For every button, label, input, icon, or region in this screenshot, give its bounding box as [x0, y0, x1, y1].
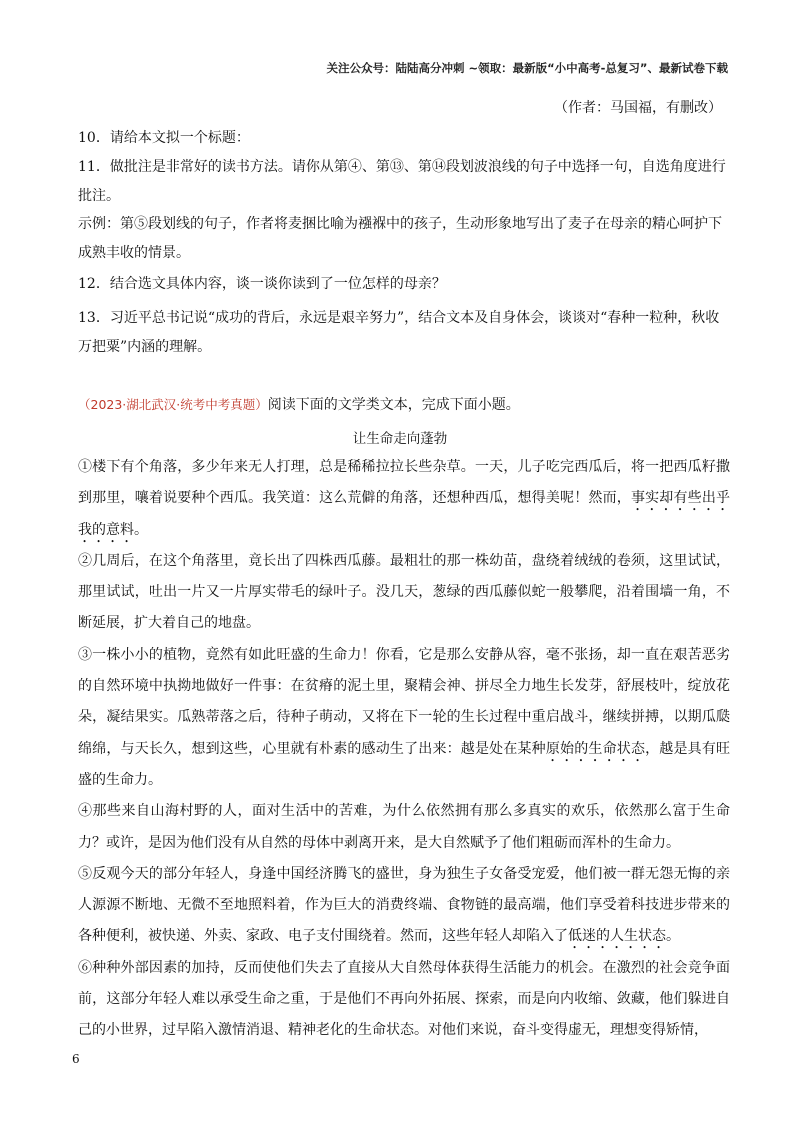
emphasized-phrase: 低迷的人生状态: [568, 928, 666, 945]
question-12: 12．结合选文具体内容，谈一谈你读到了一位怎样的母亲？: [78, 276, 446, 292]
question-13: 13．习近平总书记说“成功的背后，永远是艰辛努力”，结合文本及自身体会，谈谈对“春种一粒种，秋收万把粟”内涵的理解。: [78, 310, 720, 355]
paragraph-2: ②几周后，在这个角落里，竟长出了四株西瓜藤。最粗壮的那一株幼苗，盘绕着绒绒的卷须，这里试试，那里试试，吐出一片又一片厚实带毛的绿叶子。没几天，葱绿的西瓜藤似蛇一般攀爬，沿着围墙一角，不断延展，扩大着自己的地盘。: [78, 552, 730, 632]
paragraph-5-text: ⑤反观今天的部分年轻人，身逢中国经济腾飞的盛世，身为独生子女备受宠爱，他们被一群无怨无悔的亲人源源不断地、无微不至地照料着，作为巨大的消费终端、食物链的最高端，他们享受着科技进步带来的各种便利，被快递、外卖、家政、电子支付围绕着。然而，这些年轻人却陷入了: [78, 865, 730, 945]
page-number: 6: [72, 1052, 80, 1066]
paragraph-4: ④那些来自山海村野的人，面对生活中的苦难，为什么依然拥有那么多真实的欢乐，依然那么富于生命力？或许，是因为他们没有从自然的母体中剥离开来，是大自然赋予了他们粗砺而浑朴的生命力。: [78, 803, 730, 851]
paragraph-6: ⑥种种外部因素的加持，反而使他们失去了直接从大自然母体获得生活能力的机会。在激烈的社会竞争面前，这部分年轻人难以承受生命之重，于是他们不再向外拓展、探索，而是向内收缩、敛藏，他们躲进自己的小世界，过早陷入激情消退、精神老化的生命状态。对他们来说，奋斗变得虚无，理想变得矫情，: [78, 959, 730, 1039]
paragraph-1-end: 。: [134, 521, 148, 538]
exam-source: （2023·湖北武汉·统考中考真题）: [78, 397, 268, 412]
emphasized-phrase: 原始的生命状态: [545, 740, 646, 757]
section-intro: [78, 394, 520, 414]
passage-title: 让生命走向蓬勃: [352, 431, 448, 447]
paragraph-3-end: ，越是具有旺盛的生命力。: [78, 740, 731, 788]
paragraph-5: [78, 859, 730, 953]
emphasized-phrase: 事实却有些出乎我的意料: [78, 490, 731, 538]
section-instruction: 阅读下面的文学类文本，完成下面小题。: [267, 397, 520, 413]
passage-body: [78, 452, 730, 1047]
page-header: 关注公众号：陆陆高分冲刺 ~领取：最新版“小中高考-总复习”、最新试卷下载: [326, 61, 728, 75]
question-11-example: 示例：第⑤段划线的句子，作者将麦捆比喻为襁褓中的孩子，生动形象地写出了麦子在母亲的精心呵护下成熟丰收的情景。: [78, 216, 722, 261]
author-credit: （作者：马国福，有删改）: [554, 100, 722, 116]
paragraph-1-text: ①楼下有个角落，多少年来无人打理，总是稀稀拉拉长些杂草。一天，儿子吃完西瓜后，将一把西瓜籽撒到那里，嚷着说要种个西瓜。我笑道：这么荒僻的角落，还想种西瓜，想得美呢！然而，: [78, 459, 730, 507]
question-10: 10．请给本文拟一个标题：: [78, 130, 250, 146]
paragraph-5-end: 。: [666, 928, 680, 945]
question-11: 11．做批注是非常好的读书方法。请你从第④、第⑬、第⑭段划波浪线的句子中选择一句，自选角度进行批注。: [78, 159, 726, 204]
paragraph-3-text: ③一株小小的植物，竟然有如此旺盛的生命力！你看，它是那么安静从容，毫不张扬，却一直在艰苦恶劣的自然环境中执拗地做好一件事：在贫瘠的泥土里，聚精会神、拼尽全力地生长发芽，舒展枝叶，绽放花朵，凝结果实。瓜熟蒂落之后，待种子萌动，又将在下一轮的生长过程中重启战斗，继续拼搏，以期瓜瓞绵绵，与天长久，想到这些，心里就有朴素的感动生了出来：越是处在某种: [78, 646, 730, 757]
paragraph-3: [78, 640, 730, 796]
paragraph-1: [78, 452, 730, 546]
